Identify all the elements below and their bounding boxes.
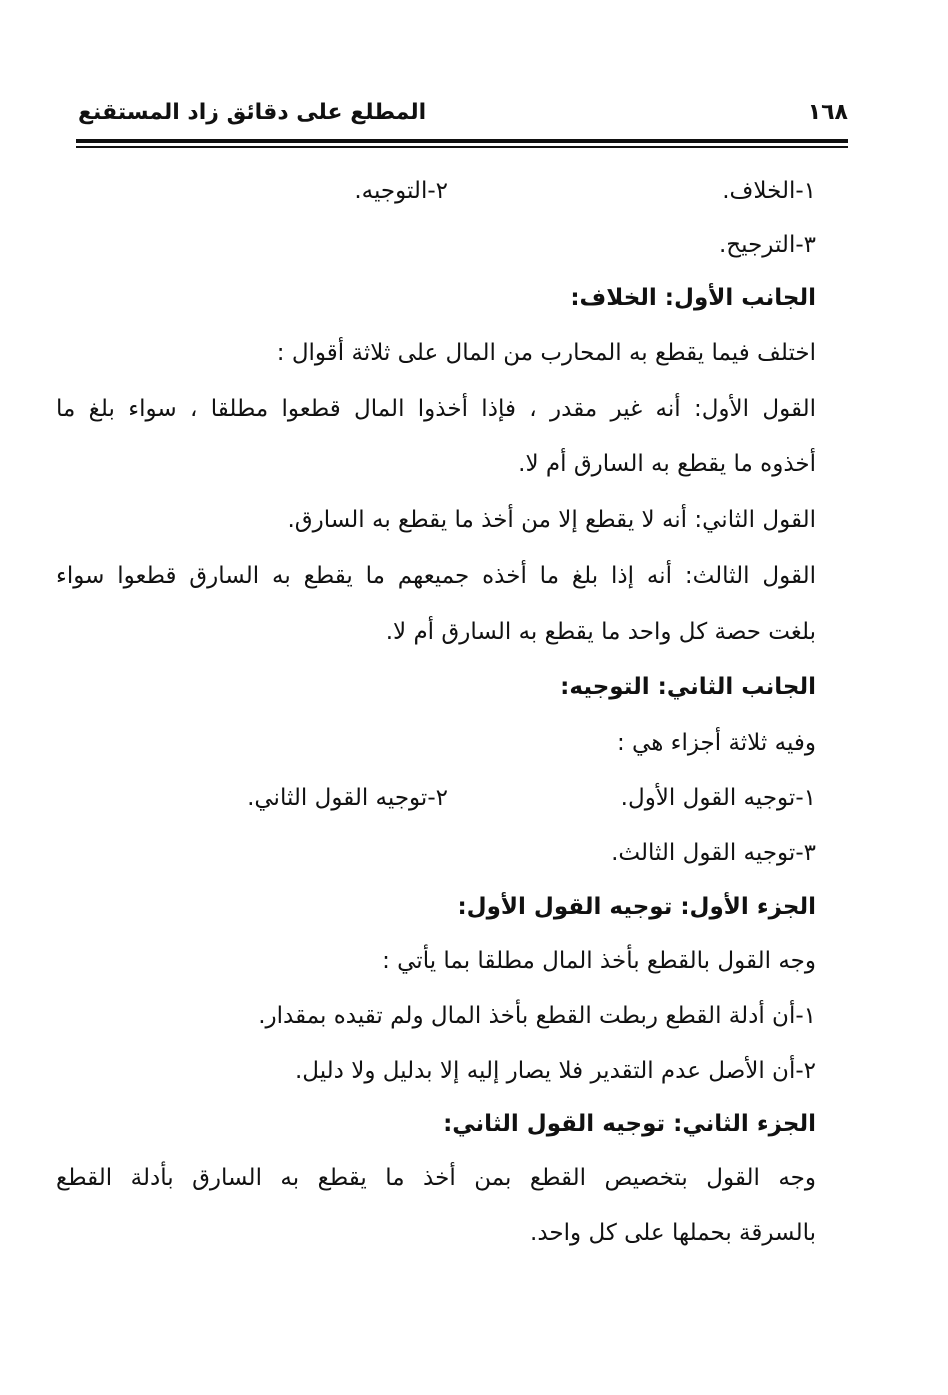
section-heading-first-part: الجزء الأول: توجيه القول الأول: xyxy=(457,894,816,920)
paragraph-line: القول الثاني: أنه لا يقطع إلا من أخذ ما يقطع به السارق. xyxy=(287,507,816,533)
paragraph-line: أخذوه ما يقطع به السارق أم لا. xyxy=(518,451,816,477)
list-item-justification: ٢-التوجيه. xyxy=(354,178,448,204)
section-heading-first-aspect: الجانب الأول: الخلاف: xyxy=(570,285,816,311)
paragraph-line: اختلف فيما يقطع به المحارب من المال على ثلاثة أقوال : xyxy=(276,340,816,366)
header-rule-thin xyxy=(76,146,848,148)
list-item-evidence-1: ١-أن أدلة القطع ربطت القطع بأخذ المال ولم تقيده بمقدار. xyxy=(258,1003,816,1029)
paragraph-line: وجه القول بتخصيص القطع بمن أخذ ما يقطع به السارق بأدلة القطع xyxy=(56,1165,816,1191)
list-item-disagreement: ١-الخلاف. xyxy=(722,178,816,204)
book-title: المطلع على دقائق زاد المستقنع xyxy=(78,100,427,125)
paragraph-line: وجه القول بالقطع بأخذ المال مطلقا بما يأتي : xyxy=(382,948,816,974)
header-rule-thick xyxy=(76,139,848,143)
page-header xyxy=(78,98,848,138)
paragraph-line: بالسرقة بحملها على كل واحد. xyxy=(530,1220,816,1246)
list-item-preference: ٣-الترجيح. xyxy=(718,232,816,258)
paragraph-line: القول الثالث: أنه إذا بلغ ما أخذه جميعهم ما يقطع به السارق قطعوا سواء xyxy=(56,563,816,589)
page-number: ١٦٨ xyxy=(807,100,848,125)
list-item-first-view: ١-توجيه القول الأول. xyxy=(620,785,816,811)
paragraph-line: بلغت حصة كل واحد ما يقطع به السارق أم لا. xyxy=(385,619,816,645)
list-item-second-view: ٢-توجيه القول الثاني. xyxy=(247,785,448,811)
paragraph-line: وفيه ثلاثة أجزاء هي : xyxy=(616,730,816,756)
list-item-third-view: ٣-توجيه القول الثالث. xyxy=(611,840,816,866)
section-heading-second-aspect: الجانب الثاني: التوجيه: xyxy=(560,674,816,700)
list-item-evidence-2: ٢-أن الأصل عدم التقدير فلا يصار إليه إلا بدليل ولا دليل. xyxy=(294,1058,816,1084)
paragraph-line: القول الأول: أنه غير مقدر ، فإذا أخذوا المال قطعوا مطلقا ، سواء بلغ ما xyxy=(56,396,816,422)
section-heading-second-part: الجزء الثاني: توجيه القول الثاني: xyxy=(443,1111,816,1137)
